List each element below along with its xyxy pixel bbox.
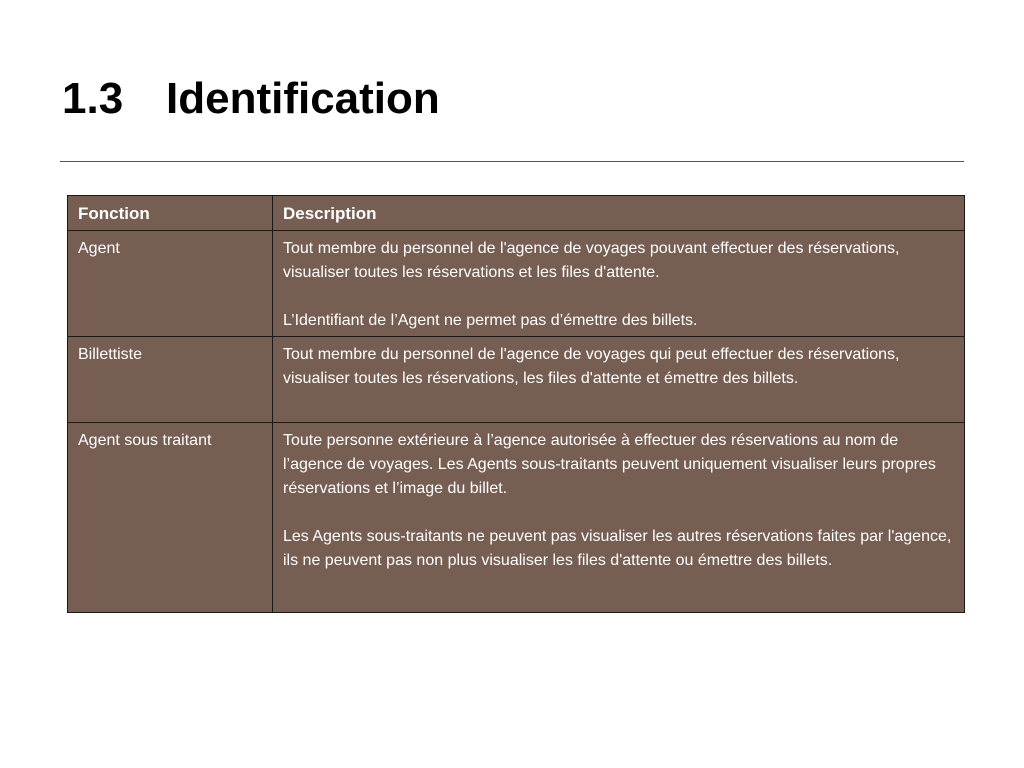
section-number: 1.3 xyxy=(62,74,124,123)
table-header-row xyxy=(68,196,965,231)
description-cell xyxy=(273,337,965,423)
description-paragraph: Toute personne extérieure à l’agence autorisée à effectuer des réservations au nom de l’agence de voyages. Les Agents sous-traitants peuvent uniquement visualiser leurs propres réservations et l’image du billet. xyxy=(283,432,936,497)
description-cell xyxy=(273,231,965,337)
description-cell xyxy=(273,423,965,613)
title-divider xyxy=(60,161,964,162)
role-cell: Billettiste xyxy=(68,337,273,423)
table-row xyxy=(68,423,965,613)
description-paragraph: Tout membre du personnel de l'agence de voyages pouvant effectuer des réservations, visualiser toutes les réservations et les files d'attente. xyxy=(283,240,900,281)
column-header-description: Description xyxy=(273,196,965,231)
description-paragraph: L’Identifiant de l’Agent ne permet pas d’émettre des billets. xyxy=(283,312,698,329)
description-paragraph: Tout membre du personnel de l'agence de voyages qui peut effectuer des réservations, visualiser toutes les réservations, les files d'attente et émettre des billets. xyxy=(283,346,900,387)
column-header-fonction: Fonction xyxy=(68,196,273,231)
role-cell: Agent sous traitant xyxy=(68,423,273,613)
table-row xyxy=(68,337,965,423)
roles-table xyxy=(67,195,965,613)
description-paragraph: Les Agents sous-traitants ne peuvent pas visualiser les autres réservations faites par l'agence, ils ne peuvent pas non plus visualiser les files d'attente ou émettre des billets. xyxy=(283,528,952,569)
table-row xyxy=(68,231,965,337)
slide-title xyxy=(62,70,440,128)
section-title: Identification xyxy=(166,74,440,123)
role-cell: Agent xyxy=(68,231,273,337)
